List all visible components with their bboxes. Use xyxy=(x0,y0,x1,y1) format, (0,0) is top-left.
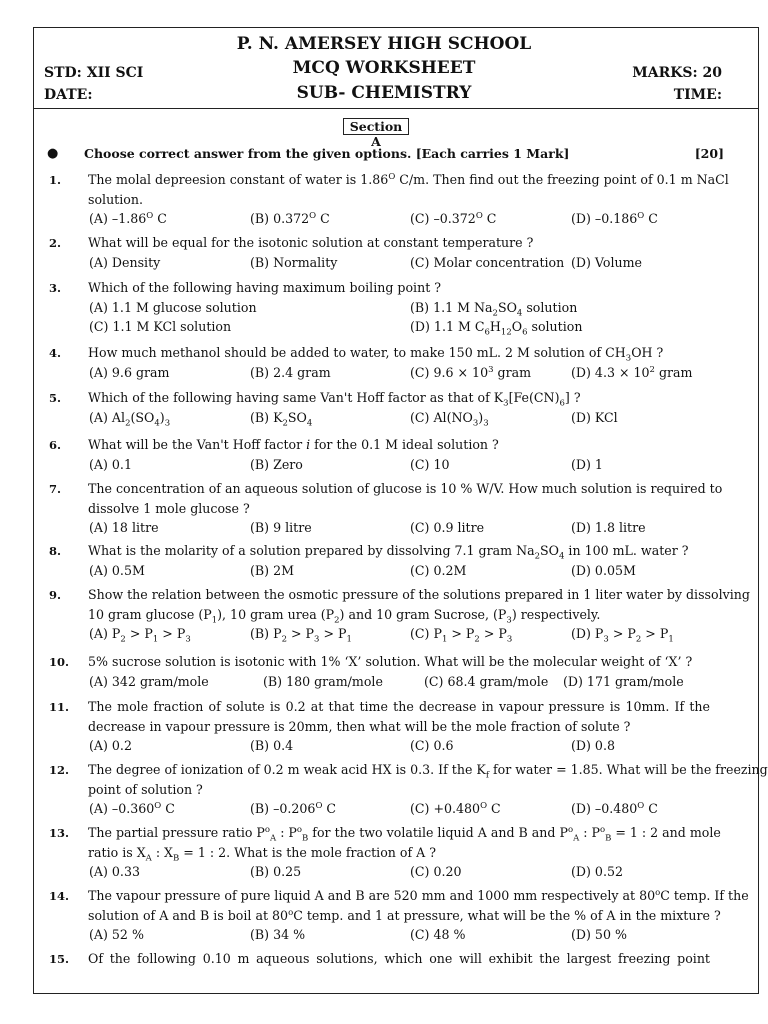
answer-option[interactable]: (D) $P_3 > P_2 > P_1$ xyxy=(571,626,674,645)
question-text: Which of the following having maximum boiling point ? xyxy=(88,280,442,295)
question-number: 5. xyxy=(49,391,62,405)
answer-option[interactable]: (B) Zero xyxy=(250,456,303,472)
answer-option[interactable]: (B) 0.25 xyxy=(250,864,302,879)
question-text: What will be equal for the isotonic solution at constant temperature ? xyxy=(88,235,534,250)
answer-option[interactable]: (D) $4.3 \times 10^2$ gram xyxy=(571,364,693,380)
answer-option[interactable]: (C) $9.6 \times 10^3$ gram xyxy=(410,364,532,380)
question-text: What is the molarity of a solution prepared by dissolving 7.1 gram $Na_2SO_4$ in 100 mL. water ? xyxy=(88,543,689,562)
answer-option[interactable]: $(C) +0.480^O$ C xyxy=(410,801,501,817)
question-text: decrease in vapour pressure is 20mm, then what will be the mole fraction of solute ? xyxy=(88,718,631,734)
answer-option[interactable]: (A) 0.1 xyxy=(89,456,132,472)
answer-option[interactable]: (C) $P_1 > P_2 > P_3$ xyxy=(410,626,513,645)
answer-option[interactable]: (B) 1.1 M $Na_2SO_4$ solution xyxy=(410,299,578,319)
answer-option[interactable]: (C) Molar concentration xyxy=(410,254,565,270)
answer-option[interactable]: (A) Density xyxy=(89,254,161,270)
question-text: 5% sucrose solution is isotonic with 1% ‘X’ solution. What will be the molecular weight of ‘X’ ? xyxy=(88,654,693,669)
worksheet-title: MCQ WORKSHEET xyxy=(292,58,476,78)
std-label: STD: XII SCI xyxy=(44,65,144,81)
answer-option[interactable]: (C) $-0.372^O$ C xyxy=(410,211,497,227)
question-number: 11. xyxy=(49,700,70,714)
answer-option[interactable]: (A) 18 litre xyxy=(89,520,159,535)
question-text: The vapour pressure of pure liquid A and B are 520 mm and 1000 mm respectively at 80$^o$C temp. If the xyxy=(88,888,749,904)
answer-option[interactable]: (A) 0.33 xyxy=(89,864,140,879)
answer-option[interactable]: (A) 0.2 xyxy=(89,738,132,753)
section-label: Section A xyxy=(343,118,409,135)
question-text: The mole fraction of solute is 0.2 at that time the decrease in vapour pressure is 10mm. If the xyxy=(88,699,710,714)
answer-option[interactable]: (C) 48 % xyxy=(410,927,466,942)
subject-title: SUB- CHEMISTRY xyxy=(296,83,472,103)
answer-option[interactable]: (D) 0.05M xyxy=(571,562,636,578)
question-number: 6. xyxy=(49,438,62,452)
answer-option[interactable]: (A) $P_2 > P_1 > P_3$ xyxy=(89,626,191,645)
question-text: dissolve 1 mole glucose ? xyxy=(88,500,250,516)
question-number: 10. xyxy=(49,655,70,669)
question-text: Show the relation between the osmotic pressure of the solutions prepared in 1 liter water by dissolving xyxy=(88,587,750,602)
answer-option[interactable]: (B) 180 gram/mole xyxy=(263,673,383,689)
question-number: 9. xyxy=(49,588,62,602)
question-number: 14. xyxy=(49,889,70,903)
answer-option[interactable]: (D) Volume xyxy=(571,254,642,270)
answer-option[interactable]: (C) 0.20 xyxy=(410,864,462,879)
question-text: solution of A and B is boil at 80$^o$C temp. and 1 at pressure, what will be the % of A in the mixture ? xyxy=(88,907,721,923)
question-text: ratio is $X_A$ : $X_B = 1$ : 2. What is the mole fraction of A ? xyxy=(88,844,437,864)
question-number: 12. xyxy=(49,763,70,777)
answer-option[interactable]: (B) Normality xyxy=(250,254,338,270)
answer-option[interactable]: (B) 0.4 xyxy=(250,738,294,753)
answer-option[interactable]: (C) 1.1 M KCl solution xyxy=(89,319,232,334)
question-text: point of solution ? xyxy=(88,781,203,797)
answer-option[interactable]: (A) 342 gram/mole xyxy=(89,673,209,689)
answer-option[interactable]: (C) 0.6 xyxy=(410,738,454,753)
question-number: 8. xyxy=(49,544,62,558)
answer-option[interactable]: (C) 68.4 gram/mole xyxy=(424,673,549,689)
answer-option[interactable]: (C) 10 xyxy=(410,456,450,472)
header-divider xyxy=(33,108,759,109)
instruction-text: Choose correct answer from the given options. [Each carries 1 Mark] xyxy=(84,146,570,161)
answer-option[interactable]: (B) $K_2SO_4$ xyxy=(250,409,313,429)
question-number: 7. xyxy=(49,482,62,496)
answer-option[interactable]: (A) $-1.86^O$ C xyxy=(89,211,167,227)
answer-option[interactable]: (D) $-0.186^O$ C xyxy=(571,211,658,227)
date-label: DATE: xyxy=(44,87,93,103)
answer-option[interactable]: (C) $Al(NO_3)_3$ xyxy=(410,409,489,429)
question-text: The partial pressure ratio $P^o_A$ : $P^o_B$ for the two volatile liquid A and B and $P^o_A$ : $P^o_B = 1$ : 2 and mole xyxy=(88,825,721,844)
question-number: 15. xyxy=(49,952,70,966)
question-text: 10 gram glucose $(P_1)$, 10 gram urea $(P_2)$ and 10 gram Sucrose, $(P_3)$ respectively. xyxy=(88,606,601,626)
answer-option[interactable]: (A) 1.1 M glucose solution xyxy=(89,299,257,315)
answer-option[interactable]: (A) 9.6 gram xyxy=(89,364,170,380)
answer-option[interactable]: (D) 0.52 xyxy=(571,864,623,879)
question-number: 4. xyxy=(49,346,62,360)
school-name: P. N. AMERSEY HIGH SCHOOL xyxy=(236,34,532,54)
question-text: solution. xyxy=(88,191,143,207)
answer-option[interactable]: (D) 1 xyxy=(571,456,603,472)
answer-option[interactable]: (A) $-0.360^O$ C xyxy=(89,801,175,817)
total-marks: [20] xyxy=(694,146,724,161)
answer-option[interactable]: (A) $Al_2(SO_4)_3$ xyxy=(89,409,171,429)
question-number: 13. xyxy=(49,826,70,840)
question-number: 1. xyxy=(49,173,62,187)
answer-option[interactable]: (B) $0.372^O$ C xyxy=(250,211,330,227)
question-text: How much methanol should be added to water, to make 150 mL. 2 M solution of $CH_3OH$ ? xyxy=(88,345,664,364)
answer-option[interactable]: (A) 0.5M xyxy=(89,562,145,578)
answer-option[interactable]: (D) KCl xyxy=(571,409,618,425)
question-text: Which of the following having same Van't Hoff factor as that of $K_3[Fe(CN)_6]$ ? xyxy=(88,390,581,409)
answer-option[interactable]: (B) 2M xyxy=(250,562,294,578)
question-text: What will be the Van't Hoff factor i for the 0.1 M ideal solution ? xyxy=(88,437,499,452)
answer-option[interactable]: (B) $P_2 > P_3 > P_1$ xyxy=(250,626,352,645)
question-number: 2. xyxy=(49,236,62,250)
question-text: Of the following 0.10 m aqueous solutions, which one will exhibit the largest freezing point xyxy=(88,951,710,966)
question-text: The degree of ionization of 0.2 m weak acid HX is 0.3. If the $K_f$ for water = 1.85. What will be the freezing xyxy=(88,762,768,781)
answer-option[interactable]: (B) 9 litre xyxy=(250,520,312,535)
marks-label: MARKS: 20 xyxy=(632,65,722,81)
answer-option[interactable]: (C) 0.9 litre xyxy=(410,520,485,535)
answer-option[interactable]: (D) 0.8 xyxy=(571,738,615,753)
bullet-icon: ● xyxy=(47,146,59,161)
answer-option[interactable]: (B) 34 % xyxy=(250,927,306,942)
answer-option[interactable]: (D) 171 gram/mole xyxy=(563,673,684,689)
answer-option[interactable]: (D) $-0.480^O$ C xyxy=(571,801,658,817)
answer-option[interactable]: (D) 1.8 litre xyxy=(571,520,646,535)
question-text: The concentration of an aqueous solution of glucose is 10 % W/V. How much solution is required to xyxy=(88,481,723,496)
answer-option[interactable]: (C) 0.2M xyxy=(410,562,467,578)
question-text: The molal depreesion constant of water is $1.86^O$ C/m. Then find out the freezing point of 0.1 m NaCl xyxy=(88,172,729,188)
answer-option[interactable]: (B) $-0.206^O$ C xyxy=(250,801,337,817)
answer-option[interactable]: (D) 1.1 M $C_6H_{12}O_6$ solution xyxy=(410,319,583,338)
question-number: 3. xyxy=(49,281,62,295)
answer-option[interactable]: (B) 2.4 gram xyxy=(250,364,331,380)
time-label: TIME: xyxy=(673,87,722,103)
answer-option[interactable]: (A) 52 % xyxy=(89,927,144,942)
answer-option[interactable]: (D) 50 % xyxy=(571,927,627,942)
